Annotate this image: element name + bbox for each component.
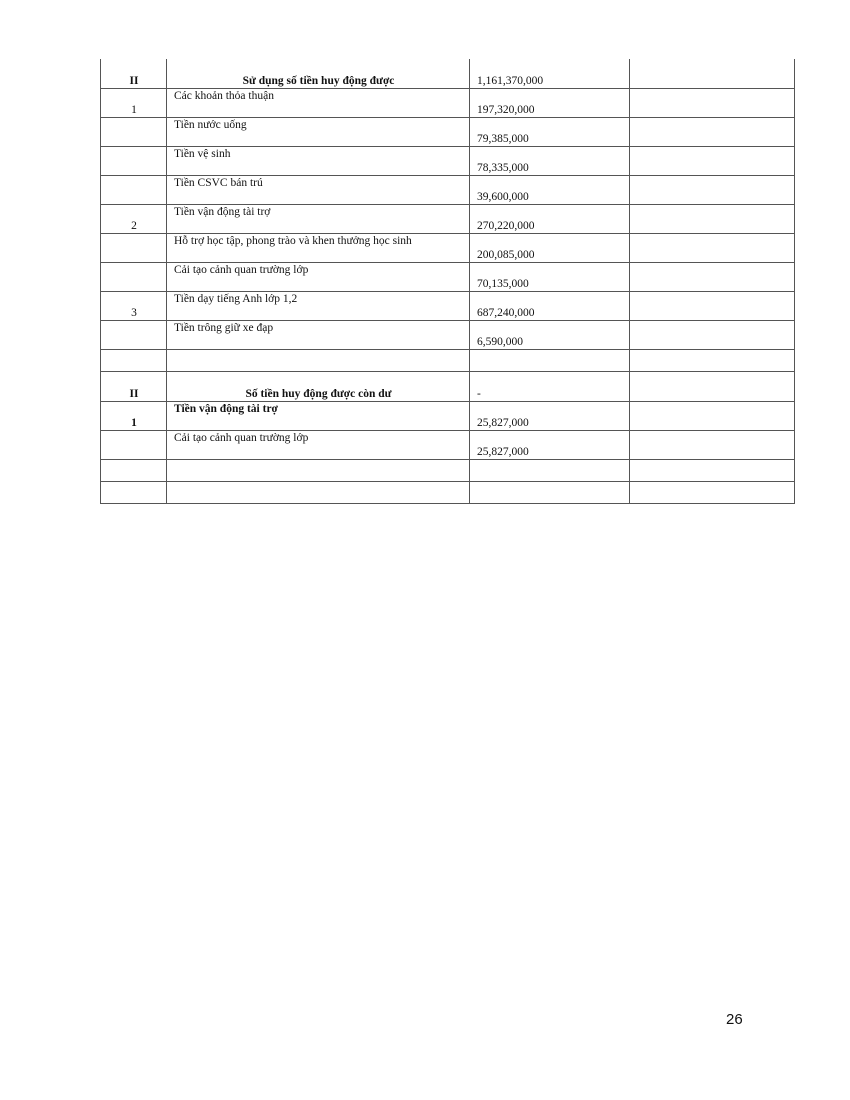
- row-number: 1: [101, 401, 167, 430]
- funds-usage-table: [100, 59, 795, 504]
- table-row: [101, 262, 795, 291]
- row-amount: 25,827,000: [470, 430, 630, 459]
- row-item: [167, 481, 470, 503]
- row-amount: [470, 481, 630, 503]
- row-amount: 200,085,000: [470, 233, 630, 262]
- table-row: [101, 117, 795, 146]
- row-amount: 6,590,000: [470, 320, 630, 349]
- row-note: [630, 371, 795, 401]
- row-item: Tiền trông giữ xe đạp: [167, 320, 470, 349]
- row-note: [630, 262, 795, 291]
- row-number: II: [101, 59, 167, 88]
- table-row: [101, 291, 795, 320]
- row-number: [101, 262, 167, 291]
- table-row: [101, 59, 795, 88]
- row-note: [630, 430, 795, 459]
- row-note: [630, 459, 795, 481]
- row-number: II: [101, 371, 167, 401]
- table-row: [101, 459, 795, 481]
- row-number: [101, 320, 167, 349]
- row-item: Tiền CSVC bán trú: [167, 175, 470, 204]
- row-note: [630, 320, 795, 349]
- table-row: [101, 371, 795, 401]
- row-number: [101, 349, 167, 371]
- table-row: [101, 430, 795, 459]
- row-amount: 70,135,000: [470, 262, 630, 291]
- row-amount: 78,335,000: [470, 146, 630, 175]
- row-note: [630, 349, 795, 371]
- row-amount: [470, 459, 630, 481]
- row-note: [630, 204, 795, 233]
- row-amount: -: [470, 371, 630, 401]
- row-item: [167, 459, 470, 481]
- row-number: 2: [101, 204, 167, 233]
- row-number: [101, 175, 167, 204]
- row-item: Tiền vận động tài trợ: [167, 204, 470, 233]
- row-amount: 197,320,000: [470, 88, 630, 117]
- row-note: [630, 233, 795, 262]
- row-number: 1: [101, 88, 167, 117]
- row-amount: 25,827,000: [470, 401, 630, 430]
- row-number: [101, 117, 167, 146]
- row-item: Các khoản thỏa thuận: [167, 88, 470, 117]
- row-amount: 39,600,000: [470, 175, 630, 204]
- row-amount: 79,385,000: [470, 117, 630, 146]
- row-number: [101, 430, 167, 459]
- row-item: Sử dụng số tiền huy động được: [167, 59, 470, 88]
- row-amount: 270,220,000: [470, 204, 630, 233]
- table-row: [101, 481, 795, 503]
- row-number: [101, 481, 167, 503]
- row-item: Tiền vận động tài trợ: [167, 401, 470, 430]
- row-number: [101, 146, 167, 175]
- page-number: 26: [726, 1011, 743, 1028]
- row-note: [630, 401, 795, 430]
- row-item: Tiền vệ sinh: [167, 146, 470, 175]
- row-amount: [470, 349, 630, 371]
- row-item: Tiền nước uống: [167, 117, 470, 146]
- row-note: [630, 291, 795, 320]
- row-item: Tiền dạy tiếng Anh lớp 1,2: [167, 291, 470, 320]
- table-row: [101, 233, 795, 262]
- table-row: [101, 349, 795, 371]
- row-note: [630, 88, 795, 117]
- row-number: 3: [101, 291, 167, 320]
- row-note: [630, 146, 795, 175]
- row-number: [101, 459, 167, 481]
- table-row: [101, 401, 795, 430]
- row-item: Hỗ trợ học tập, phong trào và khen thưởng học sinh: [167, 233, 470, 262]
- row-note: [630, 175, 795, 204]
- table-row: [101, 175, 795, 204]
- row-amount: 687,240,000: [470, 291, 630, 320]
- row-note: [630, 117, 795, 146]
- row-note: [630, 59, 795, 88]
- row-amount: 1,161,370,000: [470, 59, 630, 88]
- row-item: [167, 349, 470, 371]
- table-row: [101, 204, 795, 233]
- row-item: Số tiền huy động được còn dư: [167, 371, 470, 401]
- row-note: [630, 481, 795, 503]
- table-row: [101, 88, 795, 117]
- row-item: Cải tạo cảnh quan trường lớp: [167, 430, 470, 459]
- row-item: Cải tạo cảnh quan trường lớp: [167, 262, 470, 291]
- row-number: [101, 233, 167, 262]
- table-row: [101, 320, 795, 349]
- table-row: [101, 146, 795, 175]
